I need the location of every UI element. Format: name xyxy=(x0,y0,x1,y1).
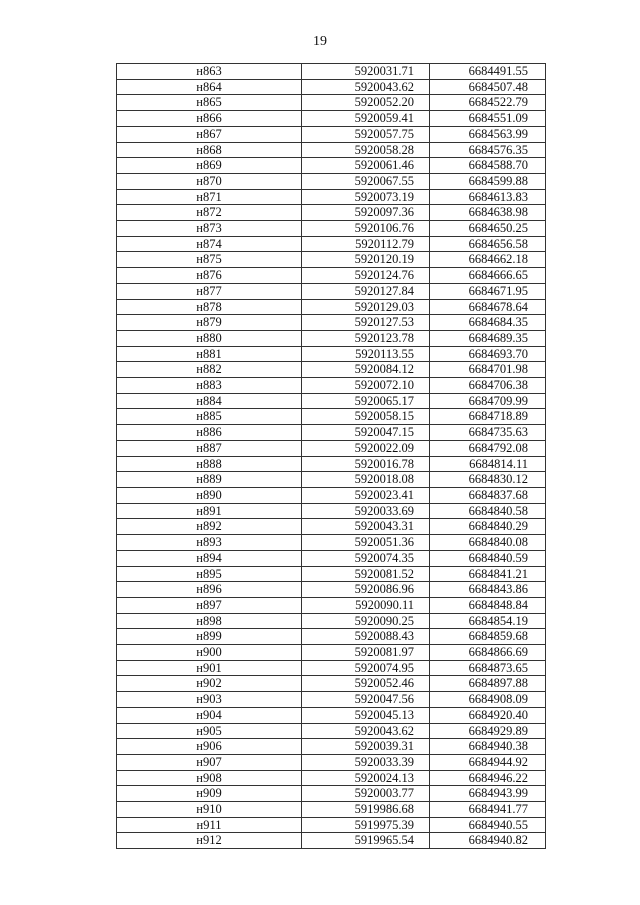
y-coordinate-cell: 6684662.18 xyxy=(430,252,546,268)
y-coordinate-cell: 6684684.35 xyxy=(430,315,546,331)
point-id-cell: н878 xyxy=(117,299,302,315)
point-id-cell: н894 xyxy=(117,550,302,566)
y-coordinate-cell: 6684866.69 xyxy=(430,645,546,661)
y-coordinate-cell: 6684814.11 xyxy=(430,456,546,472)
x-coordinate-cell: 5920018.08 xyxy=(302,472,430,488)
y-coordinate-cell: 6684929.89 xyxy=(430,723,546,739)
table-row xyxy=(117,519,546,535)
table-row xyxy=(117,330,546,346)
point-id-cell: н903 xyxy=(117,692,302,708)
table-row xyxy=(117,456,546,472)
table-row xyxy=(117,95,546,111)
table-row xyxy=(117,393,546,409)
y-coordinate-cell: 6684588.70 xyxy=(430,158,546,174)
table-row xyxy=(117,739,546,755)
x-coordinate-cell: 5920073.19 xyxy=(302,189,430,205)
table-row xyxy=(117,346,546,362)
table-row xyxy=(117,597,546,613)
table-row xyxy=(117,613,546,629)
table-row xyxy=(117,503,546,519)
table-row xyxy=(117,786,546,802)
y-coordinate-cell: 6684718.89 xyxy=(430,409,546,425)
y-coordinate-cell: 6684551.09 xyxy=(430,111,546,127)
x-coordinate-cell: 5920023.41 xyxy=(302,487,430,503)
x-coordinate-cell: 5920047.56 xyxy=(302,692,430,708)
point-id-cell: н907 xyxy=(117,754,302,770)
x-coordinate-cell: 5919986.68 xyxy=(302,802,430,818)
point-id-cell: н876 xyxy=(117,268,302,284)
y-coordinate-cell: 6684859.68 xyxy=(430,629,546,645)
point-id-cell: н874 xyxy=(117,236,302,252)
x-coordinate-cell: 5920058.28 xyxy=(302,142,430,158)
table-row xyxy=(117,252,546,268)
point-id-cell: н884 xyxy=(117,393,302,409)
point-id-cell: н911 xyxy=(117,817,302,833)
table-row xyxy=(117,409,546,425)
x-coordinate-cell: 5919965.54 xyxy=(302,833,430,849)
y-coordinate-cell: 6684920.40 xyxy=(430,707,546,723)
x-coordinate-cell: 5920106.76 xyxy=(302,221,430,237)
point-id-cell: н910 xyxy=(117,802,302,818)
x-coordinate-cell: 5920090.25 xyxy=(302,613,430,629)
point-id-cell: н882 xyxy=(117,362,302,378)
y-coordinate-cell: 6684854.19 xyxy=(430,613,546,629)
x-coordinate-cell: 5920003.77 xyxy=(302,786,430,802)
table-row xyxy=(117,173,546,189)
point-id-cell: н899 xyxy=(117,629,302,645)
y-coordinate-cell: 6684689.35 xyxy=(430,330,546,346)
table-row xyxy=(117,142,546,158)
x-coordinate-cell: 5920097.36 xyxy=(302,205,430,221)
x-coordinate-cell: 5920072.10 xyxy=(302,378,430,394)
point-id-cell: н887 xyxy=(117,440,302,456)
point-id-cell: н898 xyxy=(117,613,302,629)
point-id-cell: н872 xyxy=(117,205,302,221)
y-coordinate-cell: 6684706.38 xyxy=(430,378,546,394)
table-row xyxy=(117,692,546,708)
table-row xyxy=(117,770,546,786)
table-row xyxy=(117,440,546,456)
y-coordinate-cell: 6684943.99 xyxy=(430,786,546,802)
point-id-cell: н885 xyxy=(117,409,302,425)
table-row xyxy=(117,833,546,849)
point-id-cell: н893 xyxy=(117,535,302,551)
x-coordinate-cell: 5920081.52 xyxy=(302,566,430,582)
x-coordinate-cell: 5920033.39 xyxy=(302,754,430,770)
y-coordinate-cell: 6684840.58 xyxy=(430,503,546,519)
table-row xyxy=(117,802,546,818)
page-number: 19 xyxy=(313,34,327,49)
point-id-cell: н875 xyxy=(117,252,302,268)
y-coordinate-cell: 6684599.88 xyxy=(430,173,546,189)
table-row xyxy=(117,205,546,221)
point-id-cell: н869 xyxy=(117,158,302,174)
table-row xyxy=(117,550,546,566)
x-coordinate-cell: 5920059.41 xyxy=(302,111,430,127)
point-id-cell: н892 xyxy=(117,519,302,535)
y-coordinate-cell: 6684735.63 xyxy=(430,425,546,441)
table-row xyxy=(117,629,546,645)
x-coordinate-cell: 5920090.11 xyxy=(302,597,430,613)
x-coordinate-cell: 5920031.71 xyxy=(302,64,430,80)
table-row xyxy=(117,189,546,205)
y-coordinate-cell: 6684841.21 xyxy=(430,566,546,582)
point-id-cell: н865 xyxy=(117,95,302,111)
table-row xyxy=(117,378,546,394)
x-coordinate-cell: 5920058.15 xyxy=(302,409,430,425)
y-coordinate-cell: 6684908.09 xyxy=(430,692,546,708)
point-id-cell: н867 xyxy=(117,126,302,142)
x-coordinate-cell: 5920112.79 xyxy=(302,236,430,252)
x-coordinate-cell: 5920061.46 xyxy=(302,158,430,174)
point-id-cell: н889 xyxy=(117,472,302,488)
y-coordinate-cell: 6684678.64 xyxy=(430,299,546,315)
y-coordinate-cell: 6684709.99 xyxy=(430,393,546,409)
x-coordinate-cell: 5920127.84 xyxy=(302,283,430,299)
point-id-cell: н895 xyxy=(117,566,302,582)
x-coordinate-cell: 5920088.43 xyxy=(302,629,430,645)
table-row xyxy=(117,299,546,315)
y-coordinate-cell: 6684507.48 xyxy=(430,79,546,95)
x-coordinate-cell: 5920043.62 xyxy=(302,79,430,95)
y-coordinate-cell: 6684940.38 xyxy=(430,739,546,755)
point-id-cell: н906 xyxy=(117,739,302,755)
y-coordinate-cell: 6684638.98 xyxy=(430,205,546,221)
x-coordinate-cell: 5920067.55 xyxy=(302,173,430,189)
table-row xyxy=(117,268,546,284)
table-row xyxy=(117,660,546,676)
y-coordinate-cell: 6684940.55 xyxy=(430,817,546,833)
point-id-cell: н909 xyxy=(117,786,302,802)
table-row xyxy=(117,283,546,299)
y-coordinate-cell: 6684940.82 xyxy=(430,833,546,849)
y-coordinate-cell: 6684941.77 xyxy=(430,802,546,818)
y-coordinate-cell: 6684522.79 xyxy=(430,95,546,111)
y-coordinate-cell: 6684576.35 xyxy=(430,142,546,158)
table-row xyxy=(117,64,546,80)
x-coordinate-cell: 5920051.36 xyxy=(302,535,430,551)
x-coordinate-cell: 5919975.39 xyxy=(302,817,430,833)
x-coordinate-cell: 5920124.76 xyxy=(302,268,430,284)
y-coordinate-cell: 6684897.88 xyxy=(430,676,546,692)
x-coordinate-cell: 5920052.46 xyxy=(302,676,430,692)
coordinates-table-body xyxy=(117,64,546,849)
point-id-cell: н866 xyxy=(117,111,302,127)
x-coordinate-cell: 5920123.78 xyxy=(302,330,430,346)
x-coordinate-cell: 5920127.53 xyxy=(302,315,430,331)
table-row xyxy=(117,111,546,127)
y-coordinate-cell: 6684840.59 xyxy=(430,550,546,566)
y-coordinate-cell: 6684613.83 xyxy=(430,189,546,205)
x-coordinate-cell: 5920022.09 xyxy=(302,440,430,456)
point-id-cell: н864 xyxy=(117,79,302,95)
x-coordinate-cell: 5920057.75 xyxy=(302,126,430,142)
y-coordinate-cell: 6684840.29 xyxy=(430,519,546,535)
point-id-cell: н890 xyxy=(117,487,302,503)
table-row xyxy=(117,487,546,503)
table-row xyxy=(117,582,546,598)
point-id-cell: н904 xyxy=(117,707,302,723)
x-coordinate-cell: 5920065.17 xyxy=(302,393,430,409)
x-coordinate-cell: 5920016.78 xyxy=(302,456,430,472)
point-id-cell: н905 xyxy=(117,723,302,739)
x-coordinate-cell: 5920086.96 xyxy=(302,582,430,598)
y-coordinate-cell: 6684491.55 xyxy=(430,64,546,80)
table-row xyxy=(117,817,546,833)
table-row xyxy=(117,315,546,331)
y-coordinate-cell: 6684830.12 xyxy=(430,472,546,488)
table-row xyxy=(117,676,546,692)
point-id-cell: н902 xyxy=(117,676,302,692)
table-row xyxy=(117,723,546,739)
table-row xyxy=(117,645,546,661)
x-coordinate-cell: 5920039.31 xyxy=(302,739,430,755)
point-id-cell: н868 xyxy=(117,142,302,158)
point-id-cell: н871 xyxy=(117,189,302,205)
point-id-cell: н896 xyxy=(117,582,302,598)
point-id-cell: н908 xyxy=(117,770,302,786)
point-id-cell: н870 xyxy=(117,173,302,189)
x-coordinate-cell: 5920081.97 xyxy=(302,645,430,661)
y-coordinate-cell: 6684873.65 xyxy=(430,660,546,676)
point-id-cell: н901 xyxy=(117,660,302,676)
x-coordinate-cell: 5920129.03 xyxy=(302,299,430,315)
point-id-cell: н881 xyxy=(117,346,302,362)
point-id-cell: н880 xyxy=(117,330,302,346)
x-coordinate-cell: 5920052.20 xyxy=(302,95,430,111)
table-row xyxy=(117,425,546,441)
x-coordinate-cell: 5920043.62 xyxy=(302,723,430,739)
table-row xyxy=(117,566,546,582)
point-id-cell: н863 xyxy=(117,64,302,80)
table-row xyxy=(117,221,546,237)
coordinates-table xyxy=(116,63,546,849)
point-id-cell: н897 xyxy=(117,597,302,613)
x-coordinate-cell: 5920024.13 xyxy=(302,770,430,786)
x-coordinate-cell: 5920084.12 xyxy=(302,362,430,378)
table-row xyxy=(117,707,546,723)
y-coordinate-cell: 6684848.84 xyxy=(430,597,546,613)
table-row xyxy=(117,754,546,770)
y-coordinate-cell: 6684843.86 xyxy=(430,582,546,598)
point-id-cell: н912 xyxy=(117,833,302,849)
x-coordinate-cell: 5920045.13 xyxy=(302,707,430,723)
y-coordinate-cell: 6684671.95 xyxy=(430,283,546,299)
table-row xyxy=(117,362,546,378)
y-coordinate-cell: 6684563.99 xyxy=(430,126,546,142)
point-id-cell: н886 xyxy=(117,425,302,441)
table-row xyxy=(117,535,546,551)
y-coordinate-cell: 6684693.70 xyxy=(430,346,546,362)
x-coordinate-cell: 5920113.55 xyxy=(302,346,430,362)
y-coordinate-cell: 6684840.08 xyxy=(430,535,546,551)
x-coordinate-cell: 5920043.31 xyxy=(302,519,430,535)
x-coordinate-cell: 5920033.69 xyxy=(302,503,430,519)
point-id-cell: н891 xyxy=(117,503,302,519)
y-coordinate-cell: 6684837.68 xyxy=(430,487,546,503)
point-id-cell: н888 xyxy=(117,456,302,472)
table-row xyxy=(117,236,546,252)
x-coordinate-cell: 5920074.35 xyxy=(302,550,430,566)
point-id-cell: н883 xyxy=(117,378,302,394)
point-id-cell: н873 xyxy=(117,221,302,237)
table-row xyxy=(117,472,546,488)
table-row xyxy=(117,158,546,174)
point-id-cell: н879 xyxy=(117,315,302,331)
table-row xyxy=(117,79,546,95)
y-coordinate-cell: 6684650.25 xyxy=(430,221,546,237)
y-coordinate-cell: 6684701.98 xyxy=(430,362,546,378)
table-row xyxy=(117,126,546,142)
point-id-cell: н877 xyxy=(117,283,302,299)
y-coordinate-cell: 6684946.22 xyxy=(430,770,546,786)
x-coordinate-cell: 5920120.19 xyxy=(302,252,430,268)
y-coordinate-cell: 6684656.58 xyxy=(430,236,546,252)
x-coordinate-cell: 5920074.95 xyxy=(302,660,430,676)
y-coordinate-cell: 6684666.65 xyxy=(430,268,546,284)
y-coordinate-cell: 6684944.92 xyxy=(430,754,546,770)
y-coordinate-cell: 6684792.08 xyxy=(430,440,546,456)
x-coordinate-cell: 5920047.15 xyxy=(302,425,430,441)
point-id-cell: н900 xyxy=(117,645,302,661)
